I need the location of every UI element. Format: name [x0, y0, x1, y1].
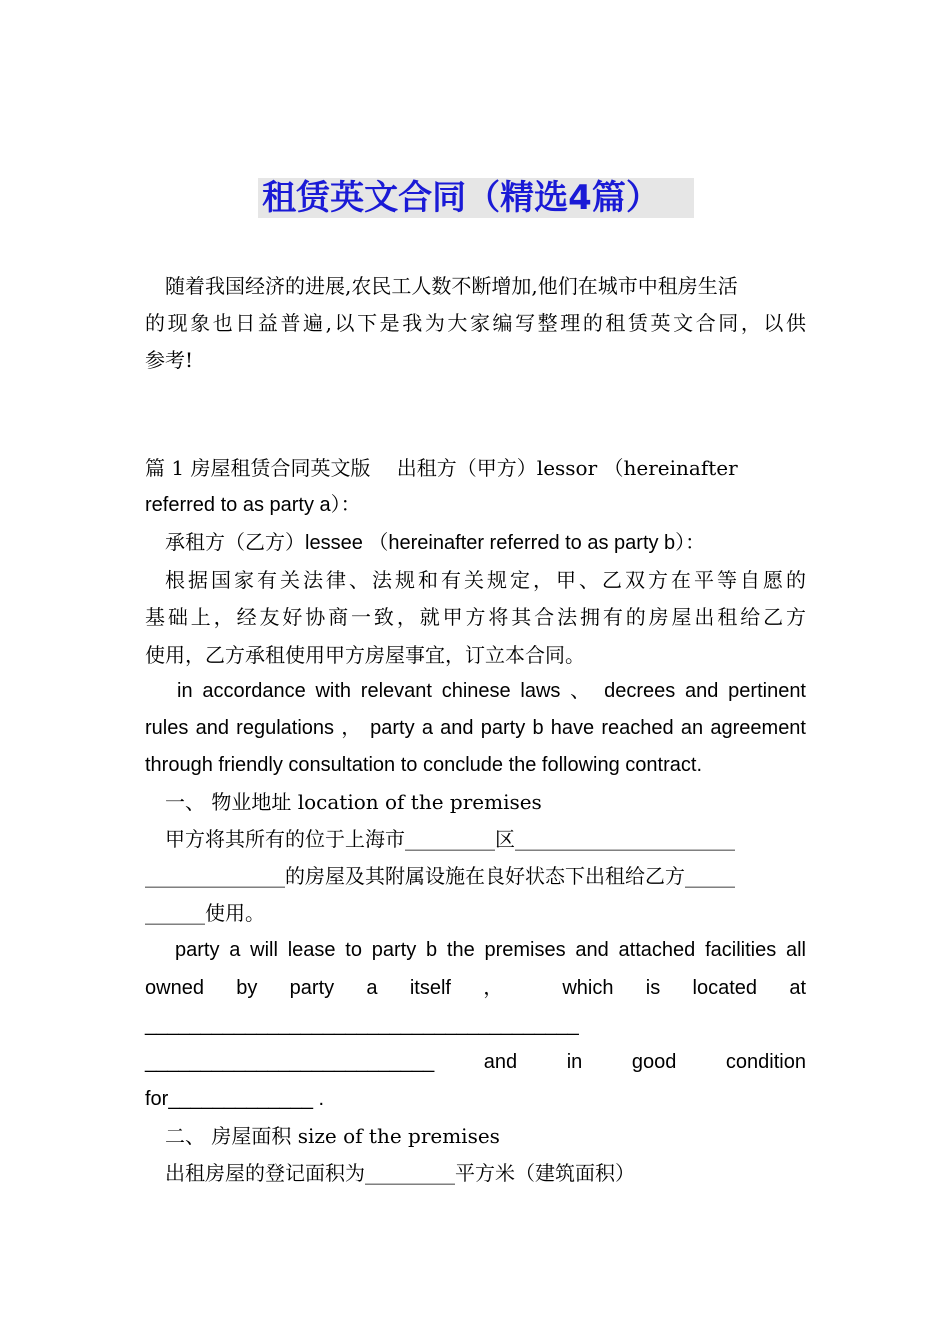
title-container	[0, 178, 950, 218]
en-para-line-3: through friendly consultation to conclude the following contract.	[145, 754, 703, 776]
intro-line-1: 随着我国经济的进展,农民工人数不断增加,他们在城市中租房生活	[165, 274, 738, 298]
clause1-heading: 一、 物业地址 location of the premises	[165, 790, 542, 814]
clause1-en-line-5: for_____________ .	[145, 1088, 325, 1110]
clause1-en-line-4: __________________________ and in good condition	[145, 1051, 806, 1073]
clause1-en-line-1: party a will lease to party b the premises and attached facilities all	[175, 939, 806, 961]
clause2-heading: 二、 房屋面积 size of the premises	[165, 1124, 500, 1148]
en-para-line-2: rules and regulations ， party a and party b have reached an agreement	[145, 717, 806, 739]
clause1-cn-line-3: ______使用。	[145, 901, 265, 925]
clause1-cn-line-2: ______________的房屋及其附属设施在良好状态下出租给乙方_____	[145, 864, 735, 888]
section1-line-3: 承租方（乙方）lessee （hereinafter referred to as party b）：	[165, 532, 706, 554]
clause1-en-line-2: owned by party a itself ， which is located at	[145, 977, 806, 999]
intro-line-2: 的现象也日益普遍,以下是我为大家编写整理的租赁英文合同，以供	[145, 311, 806, 335]
document-title: 租赁英文合同（精选4篇）	[258, 178, 694, 218]
intro-line-3: 参考!	[145, 348, 194, 372]
cn-para-line-2: 基础上，经友好协商一致，就甲方将其合法拥有的房屋出租给乙方	[145, 605, 806, 629]
section1-line-1: 篇 1 房屋租赁合同英文版 出租方（甲方）lessor （hereinafter	[145, 456, 738, 480]
cn-para-line-1: 根据国家有关法律、法规和有关规定，甲、乙双方在平等自愿的	[165, 568, 806, 592]
clause2-cn-line-1: 出租房屋的登记面积为_________平方米（建筑面积）	[165, 1161, 635, 1185]
cn-para-line-3: 使用，乙方承租使用甲方房屋事宜，订立本合同。	[145, 643, 585, 667]
clause1-en-line-3: _______________________________________	[145, 1014, 579, 1036]
en-para-line-1: in accordance with relevant chinese laws 、 decrees and pertinent	[177, 680, 806, 702]
clause1-cn-line-1: 甲方将其所有的位于上海市_________区______________________	[165, 827, 735, 851]
section1-line-2: referred to as party a）：	[145, 494, 361, 516]
